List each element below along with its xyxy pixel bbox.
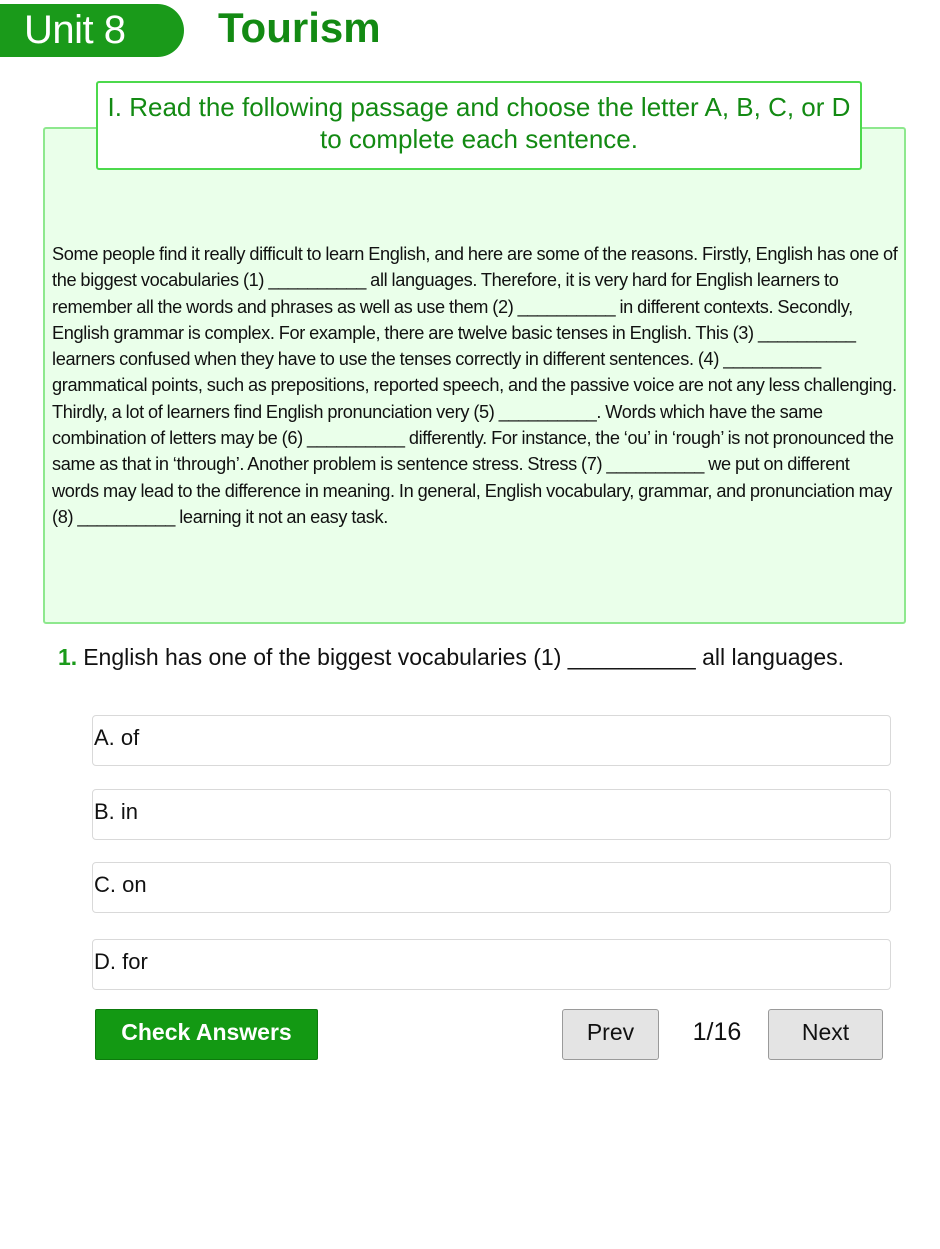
- next-button[interactable]: Next: [768, 1009, 883, 1060]
- instruction-box: I. Read the following passage and choose the letter A, B, C, or D to complete each sentence.: [96, 81, 862, 170]
- answer-option-d[interactable]: D. for: [92, 939, 891, 990]
- question-prompt: [58, 643, 844, 671]
- answer-option-a[interactable]: A. of: [92, 715, 891, 766]
- check-answers-button[interactable]: Check Answers: [95, 1009, 318, 1060]
- answer-option-b[interactable]: B. in: [92, 789, 891, 840]
- prev-button[interactable]: Prev: [562, 1009, 659, 1060]
- question-number: 1.: [58, 644, 78, 670]
- answer-option-c[interactable]: C. on: [92, 862, 891, 913]
- page-title: Tourism: [218, 4, 381, 51]
- reading-passage: Some people find it really difficult to learn English, and here are some of the reasons. Firstly, English has one of the biggest vocabularies (1) __________ all languages. Therefore, it is very hard for English learners to remember all the words and phrases as well as use them (2) __________ in different contexts. Secondly, English grammar is complex. For example, there are twelve basic tenses in English. This (3) __________ learners confused when they have to use the tenses correctly in different sentences. (4) __________ grammatical points, such as prepositions, reported speech, and the passive voice are not any less challenging. Thirdly, a lot of learners find English pronunciation very (5) __________. Words which have the same combination of letters may be (6) __________ differently. For instance, the ‘ou’ in ‘rough’ is not pronounced the same as that in ‘through’. Another problem is sentence stress. Stress (7) __________ we put on different words may lead to the difference in meaning. In general, English vocabulary, grammar, and pronunciation may (8) __________ learning it not an easy task.: [52, 244, 898, 527]
- unit-badge: Unit 8: [0, 4, 184, 57]
- page-indicator: 1/16: [692, 1018, 742, 1046]
- question-text: English has one of the biggest vocabularies (1) __________ all languages.: [83, 644, 845, 670]
